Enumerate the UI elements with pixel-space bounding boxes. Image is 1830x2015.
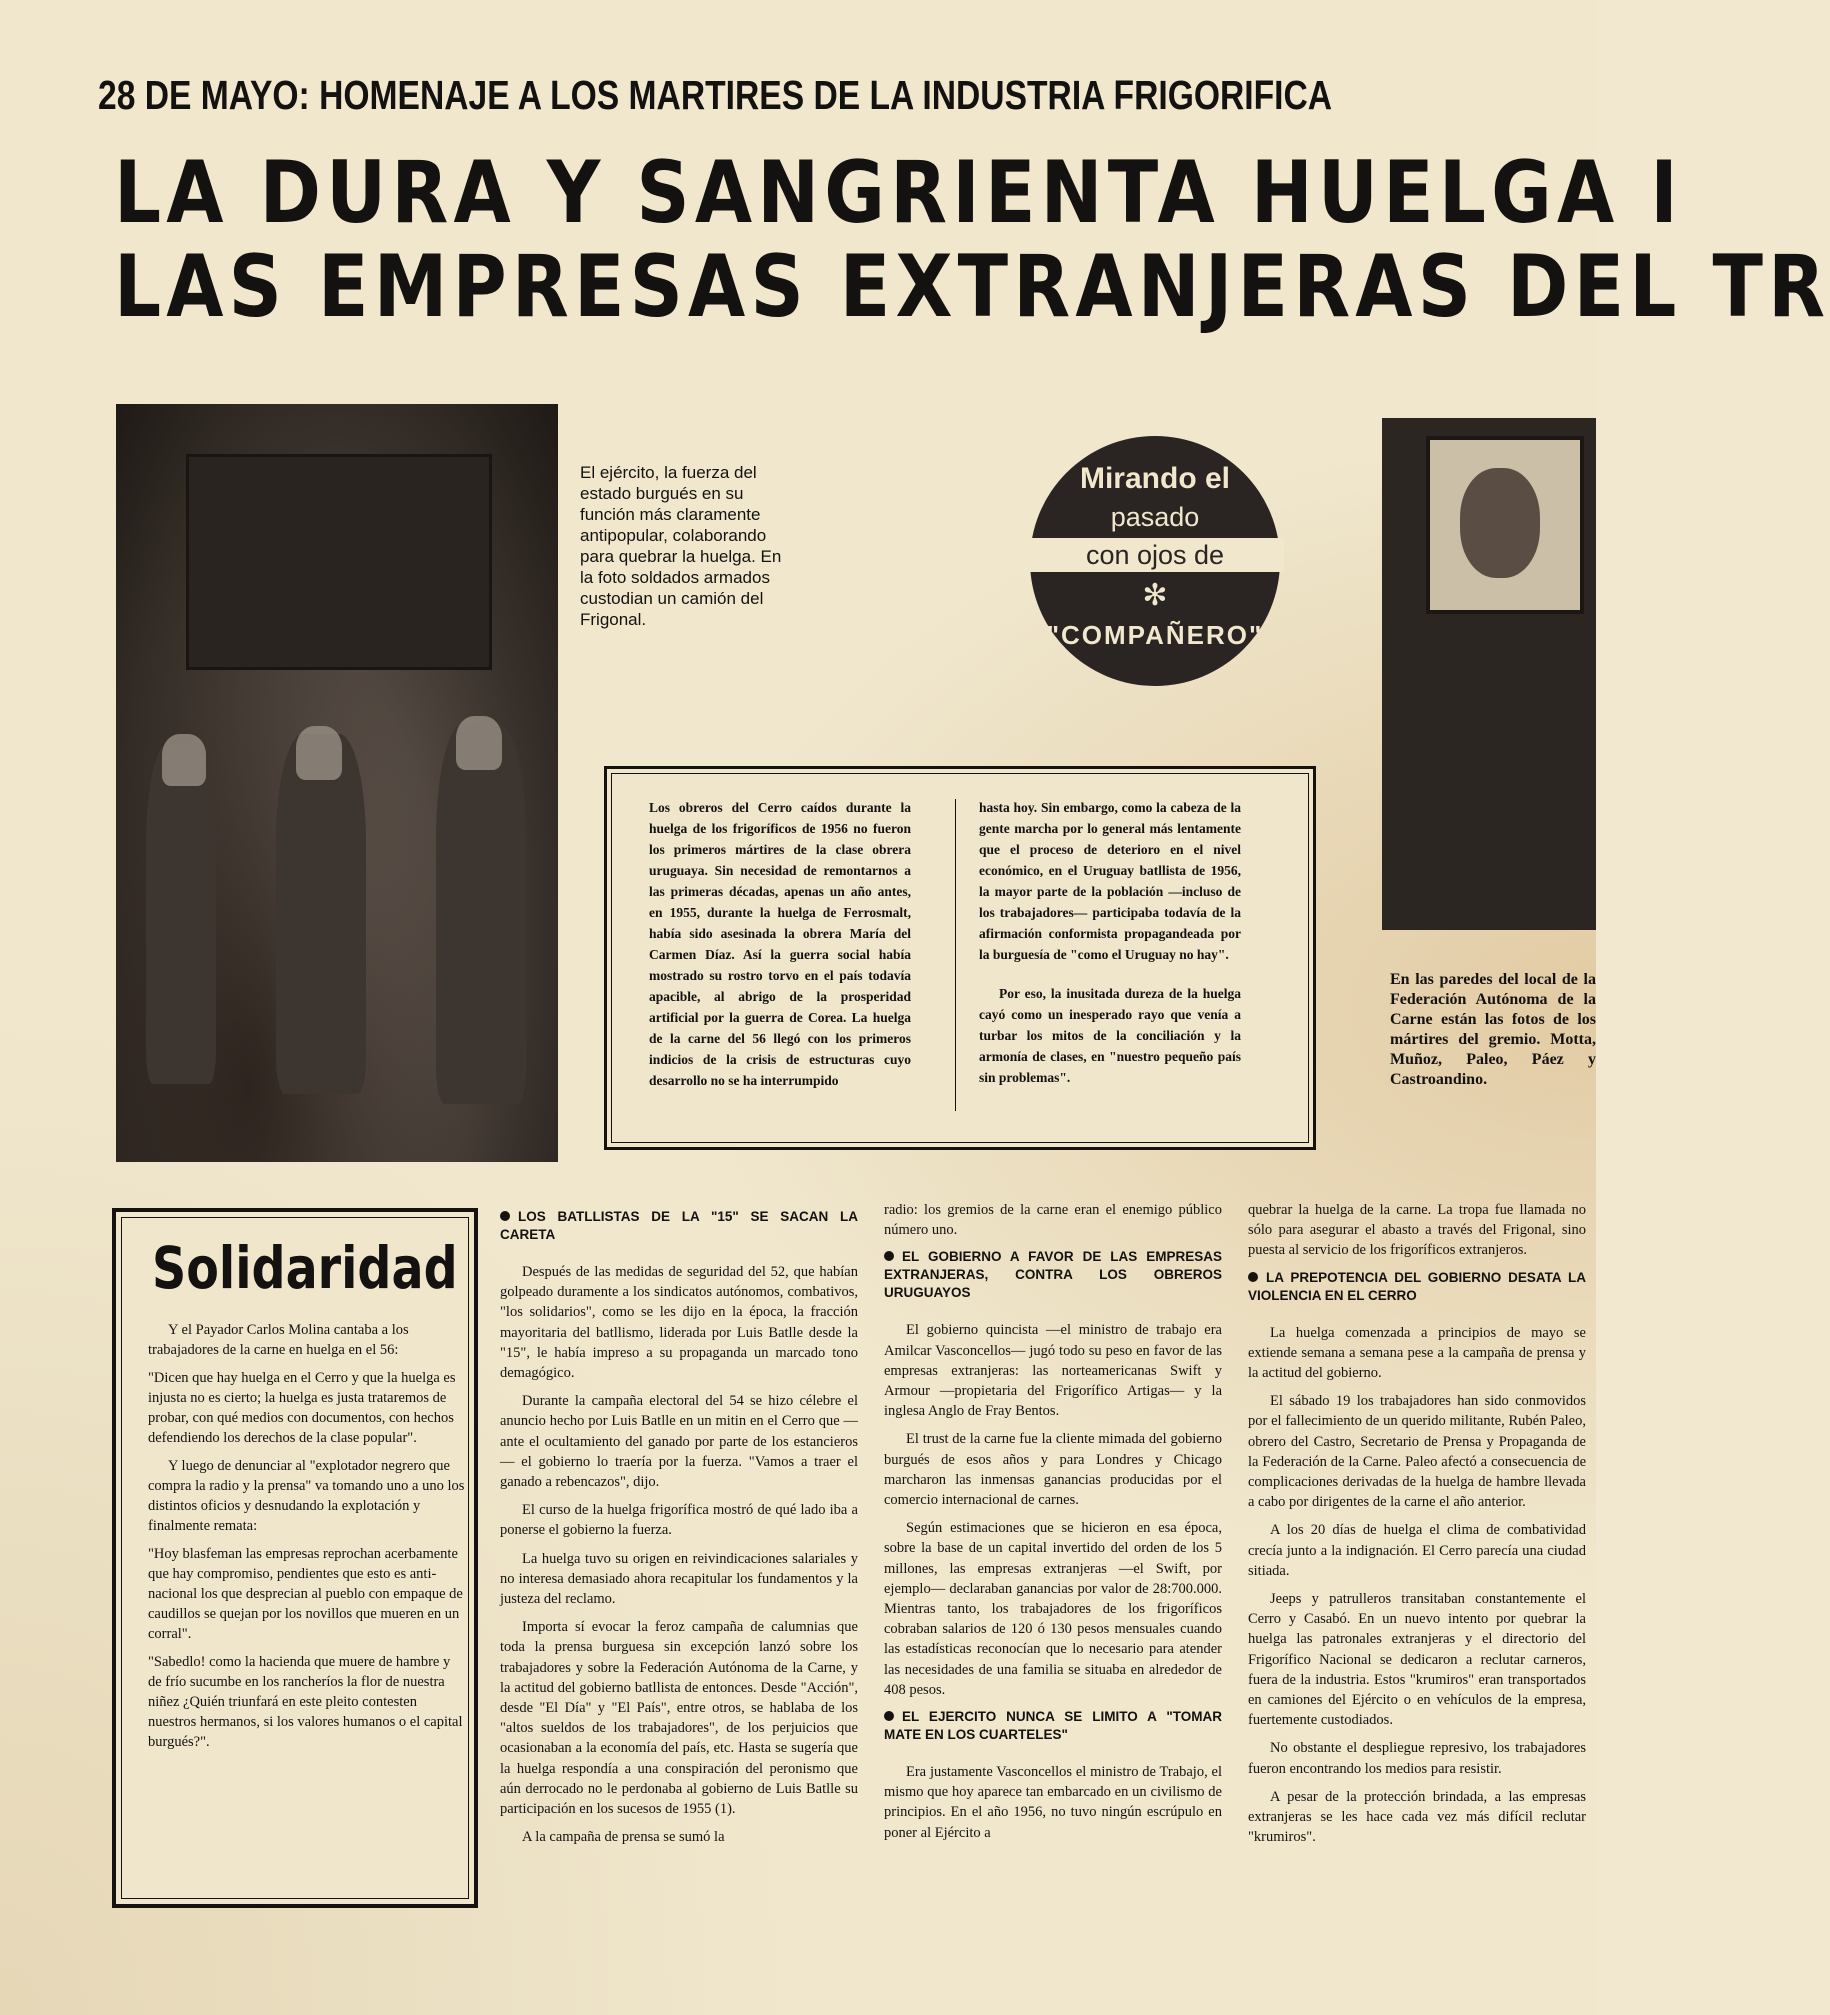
col2-p3: Según estimaciones que se hicieron en esa época, sobre la base de un capital invertido del orden de los 5 millones, las empresas extranjeras —el Swift, por ejemplo— declaraban ganancias por valor de 28:700.000. Mientras tanto, los trabajadores de los frigoríficos cobraban salarios de 120 ó 130 pesos mensuales cuando las estadísticas reconocían que lo necesario para atender las necesidades de una familia se situaba en alrededor de 408 pesos.: [884, 1520, 1222, 1698]
col1-p2: Durante la campaña electoral del 54 se hizo célebre el anuncio hecho por Luis Batlle en un mitin en el Cerro que —ante el ocultamiento del ganado por parte de los estancieros— el gobierno lo traería por la fuerza. "Vamos a traer el ganado a rebencazos", dijo.: [500, 1393, 858, 1491]
soldier-head: [296, 726, 342, 780]
soldiers-photo: [116, 404, 558, 1162]
col3-p3: A los 20 días de huelga el clima de combatividad crecía junto a la indignación. El Cerro parecía una ciudad sitiada.: [1248, 1522, 1586, 1579]
col1-p1: Después de las medidas de seguridad del 52, que habían golpeado duramente a los sindicatos autónomos, combativos, "los solidarios", como se les dijo en la época, la fracción mayoritaria del batllismo, liderada por Luis Batlle desde la "15", le había impreso a su propaganda un marcado tono demagógico.: [500, 1264, 858, 1382]
martyrs-caption: En las paredes del local de la Federación Autónoma de la Carne están las fotos de los mártires del gremio. Motta, Muñoz, Paleo, Páez y Castroandino.: [1390, 971, 1596, 1088]
solidaridad-p1: Y el Payador Carlos Molina cantaba a los trabajadores de la carne en huelga en el 56:: [148, 1322, 409, 1358]
portrait-frame: [1426, 436, 1584, 614]
subhead-ejercito: [884, 1708, 1222, 1744]
bullet-icon: [500, 1211, 510, 1221]
soldier-head: [162, 734, 206, 786]
truck-door-shape: [186, 454, 492, 670]
col2-p2: El trust de la carne fue la cliente mimada del gobierno burgués de esos años y para Londres y Chicago marcharon las inmensas ganancias producidas por el comercio internacional de carnes.: [884, 1431, 1222, 1509]
subhead-batllistas-text: LOS BATLLISTAS DE LA "15" SE SACAN LA CARETA: [500, 1209, 858, 1242]
solidaridad-verse-1: "Dicen que hay huelga en el Cerro y que la huelga es injusta no es cierto; la huelga es justa trataremos de probar, con qué medios con documentos, con hechos defendiendo los derechos de la clase popular".: [148, 1370, 456, 1446]
article-column-2: [884, 1200, 1222, 1851]
headline-line-1: LA DURA Y SANGRIENTA HUELGA I: [114, 143, 1683, 243]
portrait-face: [1460, 468, 1540, 578]
emblem-bottom-text: "COMPAÑERO": [1046, 620, 1264, 650]
bullet-icon: [1248, 1272, 1258, 1282]
soldier-figure: [276, 734, 366, 1094]
star-icon: ✻: [1142, 579, 1168, 612]
col1-p3: El curso de la huelga frigorífica mostró de qué lado iba a ponerse el gobierno la fuerza.: [500, 1502, 858, 1539]
soldier-head: [456, 716, 502, 770]
solidaridad-verse-3: "Sabedlo! como la hacienda que muere de hambre y de frío sucumbe en los rancheríos la flor de nuestra niñez ¿Quién triunfará en este pleito contesten nuestros hermanos, si los valores humanos o el capital burgués?".: [148, 1654, 463, 1750]
col3-p2: El sábado 19 los trabajadores han sido conmovidos por el fallecimiento de un querido militante, Rubén Paleo, obrero del Castro, Secretario de Prensa y Propaganda de la Federación de la Carne. Paleo afectó a consecuencia de complicaciones derivadas de la huelga de hambre llevada a cabo por dirigentes de la carne el año anterior.: [1248, 1393, 1586, 1511]
article-column-1: [500, 1200, 858, 1855]
solidaridad-title: Solidaridad: [152, 1234, 458, 1302]
col1-p6: A la campaña de prensa se sumó la: [522, 1829, 725, 1846]
intro-box: [604, 766, 1316, 1150]
intro-box-divider: [955, 799, 956, 1111]
subhead-gobierno-text: EL GOBIERNO A FAVOR DE LAS EMPRESAS EXTRANJERAS, CONTRA LOS OBREROS URUGUAYOS: [884, 1249, 1222, 1301]
intro-box-col-1: Los obreros del Cerro caídos durante la huelga de los frigoríficos de 1956 no fueron los primeros mártires de la clase obrera uruguaya. Sin necesidad de remontarnos a las primeras décadas, apenas un año antes, en 1955, durante la huelga de Ferrosmalt, había sido asesinada la obrera María del Carmen Díaz. Así la guerra social había mostrado su rostro torvo en el país todavía apacible, al abrigo de la prosperidad artificial por la guerra de Corea. La huelga de la carne del 56 llegó con los primeros indicios de la crisis de estructuras cuyo desarrollo no se ha interrumpido: [649, 800, 911, 1088]
col3-p1: La huelga comenzada a principios de mayo se extiende semana a semana pese a la campaña de prensa y la actitud del gobierno.: [1248, 1324, 1586, 1382]
col3-p0: quebrar la huelga de la carne. La tropa fue llamada no sólo para asegurar el abasto a través del Frigonal, sino puesta al servicio de los frigoríficos extranjeros.: [1248, 1202, 1586, 1259]
emblem-top-text: Mirando el: [1079, 462, 1230, 495]
solidaridad-body: [148, 1320, 466, 1760]
subhead-prepotencia-text: LA PREPOTENCIA DEL GOBIERNO DESATA LA VIOLENCIA EN EL CERRO: [1248, 1269, 1586, 1303]
headline-line-2: LAS EMPRESAS EXTRANJERAS DEL TR: [114, 237, 1830, 337]
col3-p6: A pesar de la protección brindada, a las empresas extranjeras se les hace cada vez más difícil reclutar "krumiros".: [1248, 1788, 1586, 1846]
subhead-ejercito-text: EL EJERCITO NUNCA SE LIMITO A "TOMAR MATE EN LOS CUARTELES": [884, 1709, 1222, 1743]
solidaridad-verse-2: "Hoy blasfeman las empresas reprochan acerbamente que hay compromiso, pendientes que esto es anti-nacional los que desprecian al pueblo con empaque de caudillos se quejan por los novillos que mueren en un corral".: [148, 1546, 463, 1642]
emblem-middle-text: pasado: [1110, 502, 1200, 532]
soldier-figure: [146, 744, 216, 1084]
intro-box-col-2: [979, 797, 1241, 1088]
kicker-headline: 28 DE MAYO: HOMENAJE A LOS MARTIRES DE LA INDUSTRIA FRIGORIFICA: [98, 72, 1333, 118]
col2-p4: Era justamente Vasconcellos el ministro de Trabajo, el mismo que hoy aparece tan embarcado en un civilismo de principios. En el año 1956, no tuvo ningún escrúpulo en poner al Ejército a: [884, 1764, 1222, 1841]
col3-p4: Jeeps y patrulleros transitaban constantemente el Cerro y Casabó. En un nuevo intento por quebrar la huelga las patronales extranjeras y el directorio del Frigorífico Nacional se dedicaron a reclutar carneros, fuera de la industria. Estos "krumiros" eran transportados en camiones del Ejército o en vehículos de la empresa, fuertemente custodiados.: [1248, 1591, 1586, 1729]
mirando-el-pasado-emblem: [1030, 436, 1280, 686]
col3-p5: No obstante el despliegue represivo, los trabajadores fueron encontrando los medios para resistir.: [1248, 1740, 1586, 1777]
col2-p1: El gobierno quincista —el ministro de trabajo era Amilcar Vasconcellos— jugó todo su peso en favor de las empresas extranjeras: las norteamericanas Swift y Armour —propietaria del Frigorífico Artigas— y la inglesa Anglo de Fray Bentos.: [884, 1322, 1222, 1420]
soldier-figure: [436, 724, 526, 1104]
photo-caption: El ejército, la fuerza del estado burgués en su función más claramente antipopular, colaborando para quebrar la huelga. En la foto soldados armados custodian un camión del Frigonal.: [580, 463, 782, 629]
intro-box-col-2-p2: Por eso, la inusitada dureza de la huelga cayó como un inesperado rayo que venía a turbar los mitos de la conciliación y la armonía de clases, en "nuestro pequeño país sin problemas".: [979, 986, 1241, 1085]
col1-p4: La huelga tuvo su origen en reivindicaciones salariales y no interesa demasiado ahora recapitular los fundamentos y la justeza del reclamo.: [500, 1550, 858, 1608]
martyrs-wall-photo: [1382, 418, 1596, 930]
emblem-band-text: con ojos de: [1026, 538, 1284, 572]
subhead-prepotencia: [1248, 1269, 1586, 1305]
col2-p0: radio: los gremios de la carne eran el enemigo público número uno.: [884, 1202, 1222, 1239]
solidaridad-p2: Y luego de denunciar al "explotador negrero que compra la radio y la prensa" va tomando uno a uno los distintos oficios y desnudando la explotación y finalmente remata:: [148, 1458, 465, 1534]
article-column-3: [1248, 1200, 1586, 1855]
subhead-gobierno: [884, 1248, 1222, 1302]
solidaridad-box: [112, 1208, 478, 1908]
bullet-icon: [884, 1711, 894, 1721]
intro-box-col-2-p1: hasta hoy. Sin embargo, como la cabeza de la gente marcha por lo general más lentamente que el proceso de deterioro en el nivel económico, en el Uruguay batllista de 1956, la mayor parte de la población —incluso de los trabajadores— participaba todavía de la afirmación conformista propagandeada por la burguesía de "como el Uruguay no hay".: [979, 800, 1241, 962]
subhead-batllistas: [500, 1208, 858, 1244]
col1-p5: Importa sí evocar la feroz campaña de calumnias que toda la prensa burguesa sin excepción lanzó sobre los trabajadores y sobre la Federación Autónoma de la Carne, y la actitud del gobierno batllista de entonces. Desde "Acción", desde "El Día" y "El País", entre otros, se hablaba de los "altos sueldos de los trabajadores", de los perjuicios que ocasionaban a la economía del país, etc. Hasta se sugería que la huelga respondía a una conspiración del peronismo que aún derrocado no le perdonaba al gobierno de Luis Batlle su participación en los sucesos de 1955 (1).: [500, 1619, 858, 1818]
bullet-icon: [884, 1251, 894, 1261]
